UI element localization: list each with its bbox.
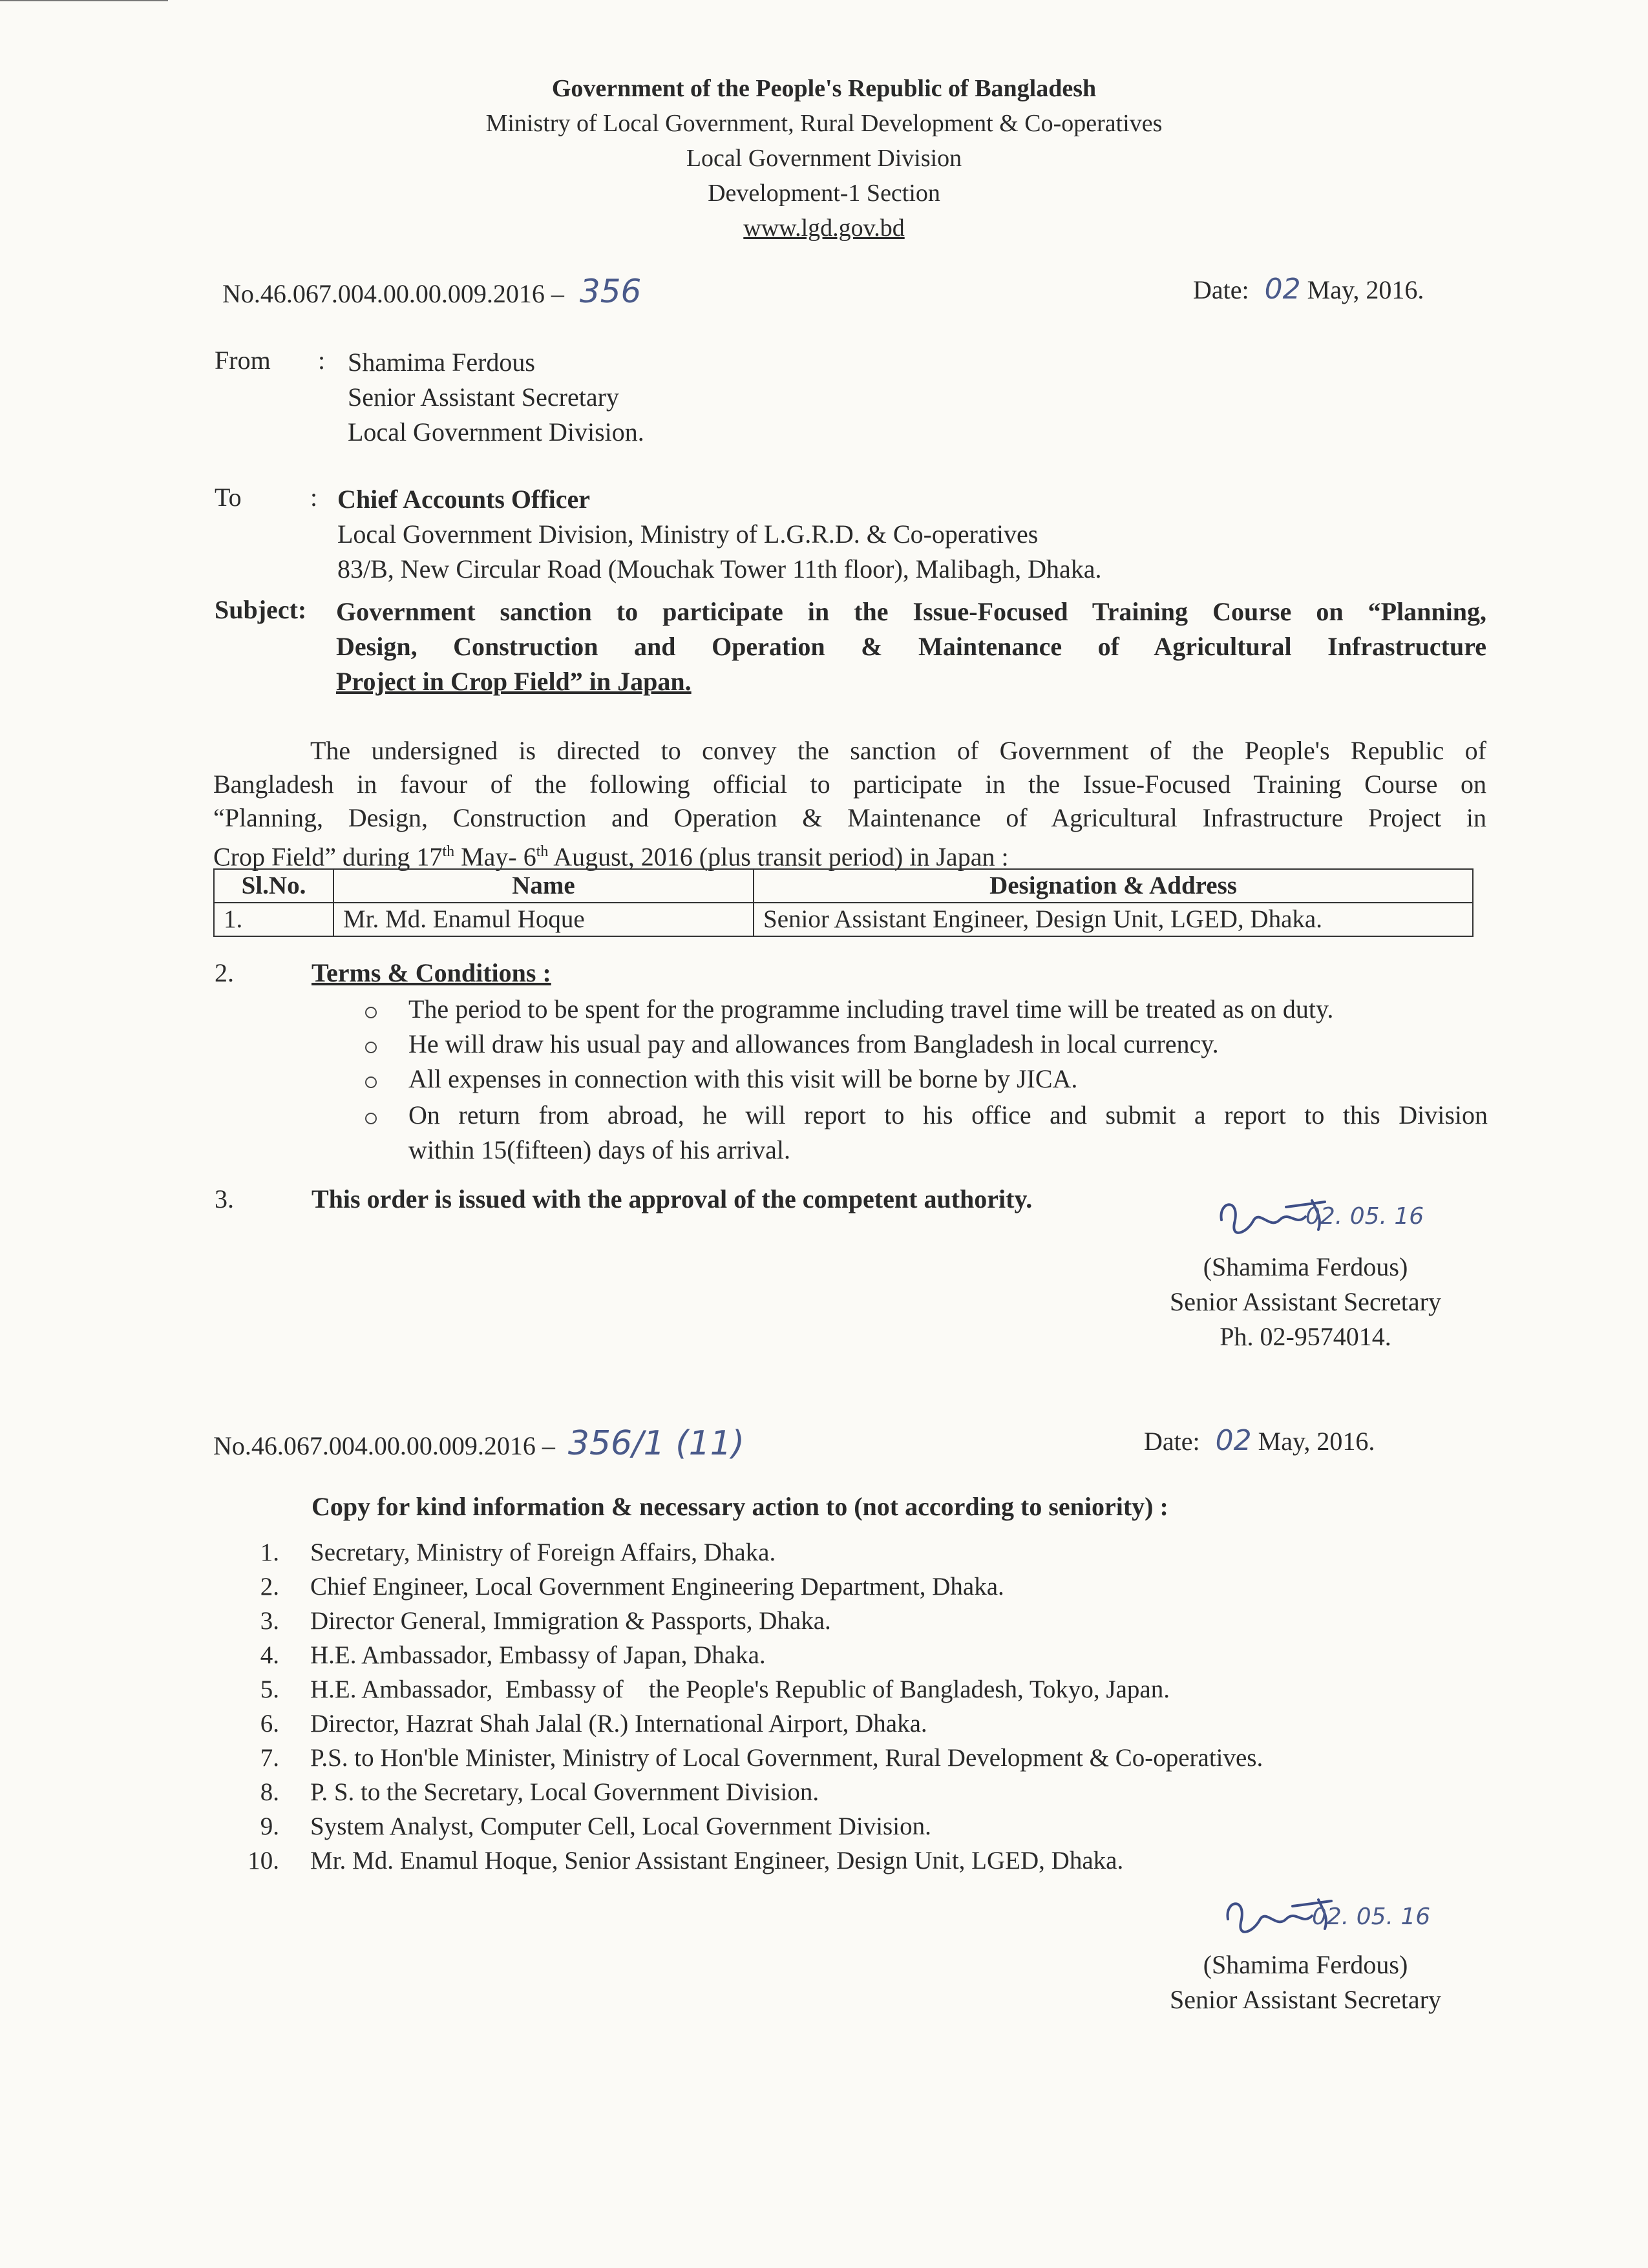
copy-item-number: 4. [260,1641,279,1669]
subject-line2: Design, Construction and Operation & Maintenance of Agricultural Infrastructure [336,632,1486,661]
table-header-row [214,869,1473,903]
from-block [348,345,644,450]
copy-item-number: 3. [260,1607,279,1635]
copy-item-number: 8. [260,1778,279,1806]
scan-top-edge [0,0,168,1]
copy-item-number: 10. [248,1847,279,1874]
body-line1: The undersigned is directed to convey the sanction of Government of the People's Republic of [310,736,1486,765]
bullet-icon [365,1076,377,1088]
copy-item-number: 5. [260,1675,279,1703]
memo-date-handwritten: 02 [1264,273,1301,306]
table-cell-slno: 1. [214,903,333,936]
list-item: P.S. to Hon'ble Minister, Ministry of Local Government, Rural Development & Co-operatives. [310,1744,1263,1772]
copy-item-number: 1. [260,1538,279,1566]
letterhead-website-link[interactable]: www.lgd.gov.bd [743,215,905,242]
subject-label: Subject: [215,595,307,624]
table-header-name: Name [333,869,754,903]
signature-1-block [1099,1250,1512,1354]
from-name: Shamima Ferdous [348,348,535,377]
table-cell-name: Mr. Md. Enamul Hoque [333,903,754,936]
from-office: Local Government Division. [348,417,644,446]
terms-heading: Terms & Conditions : [312,958,551,987]
table-cell-designation: Senior Assistant Engineer, Design Unit, LGED, Dhaka. [754,903,1473,936]
letterhead-government: Government of the People's Republic of Bangladesh [551,75,1097,102]
letterhead-section: Development-1 Section [708,180,940,207]
from-designation: Senior Assistant Secretary [348,383,619,412]
from-colon: : [318,346,326,375]
copy-item-number: 7. [260,1744,279,1772]
memo2-date-rest: May, 2016. [1258,1427,1375,1456]
memo2-number-handwritten: 356/1 (11) [567,1424,745,1463]
to-line3: 83/B, New Circular Road (Mouchak Tower 11th floor), Malibagh, Dhaka. [337,554,1102,583]
list-item: System Analyst, Computer Cell, Local Government Division. [310,1812,931,1840]
list-item: P. S. to the Secretary, Local Government Division. [310,1778,819,1806]
list-item: H.E. Ambassador, Embassy of the People's Republic of Bangladesh, Tokyo, Japan. [310,1675,1170,1703]
bullet-icon [365,1007,377,1018]
copy-item-number: 6. [260,1710,279,1738]
memo2-number-printed: No.46.067.004.00.00.009.2016 – [213,1431,555,1460]
letterhead-ministry: Ministry of Local Government, Rural Development & Co-operatives [485,110,1163,137]
terms-item-2: He will draw his usual pay and allowances from Bangladesh in local currency. [408,1029,1219,1058]
memo-date-rest: May, 2016. [1307,275,1424,304]
memo2-date-handwritten: 02 [1215,1424,1252,1457]
list-item: Director General, Immigration & Passports, Dhaka. [310,1607,831,1635]
memo-date [1193,273,1424,306]
to-title: Chief Accounts Officer [337,485,591,514]
list-item: H.E. Ambassador, Embassy of Japan, Dhaka. [310,1641,766,1669]
list-item: Mr. Md. Enamul Hoque, Senior Assistant Engineer, Design Unit, LGED, Dhaka. [310,1847,1124,1874]
approval-number: 3. [215,1184,234,1213]
to-block [337,482,1101,587]
terms-item-4: On return from abroad, he will report to his office and submit a report to this Division [408,1100,1488,1129]
to-label: To [215,483,242,512]
approval-text: This order is issued with the approval of the competent authority. [312,1184,1033,1213]
signature-2-date: 02. 05. 16 [1312,1904,1431,1930]
body-line4-c: August, 2016 (plus transit period) in Japan : [548,842,1009,872]
list-item: Director, Hazrat Shah Jalal (R.) International Airport, Dhaka. [310,1710,927,1738]
letterhead-division: Local Government Division [686,145,962,172]
list-item: Secretary, Ministry of Foreign Affairs, Dhaka. [310,1538,776,1566]
copy-heading: Copy for kind information & necessary action to (not according to seniority) : [312,1492,1168,1521]
memo2-number [213,1424,745,1463]
subject-line1: Government sanction to participate in the Issue-Focused Training Course on “Planning, [336,597,1486,626]
terms-item-1: The period to be spent for the programme including travel time will be treated as on duty. [408,994,1334,1024]
bullet-icon [365,1042,377,1053]
bullet-icon [365,1113,377,1124]
letterhead [0,71,1648,246]
signature-2-designation: Senior Assistant Secretary [1170,1985,1441,2014]
terms-item-4-cont: within 15(fifteen) days of his arrival. [408,1135,790,1164]
signature-2-name: (Shamima Ferdous) [1203,1950,1408,1979]
body-line3: “Planning, Design, Construction and Operation & Maintenance of Agricultural Infrastructure Project in [213,803,1486,832]
body-paragraph [213,734,1486,874]
memo-number [222,273,641,310]
signature-2-block [1099,1948,1512,2017]
body-line4-b: May- 6 [454,842,536,872]
from-label: From [215,346,271,375]
memo-number-handwritten: 356 [579,273,642,310]
memo-number-printed: No.46.067.004.00.00.009.2016 – [222,279,564,308]
terms-number: 2. [215,958,234,987]
copy-item-number: 9. [260,1812,279,1840]
to-colon: : [310,483,318,512]
signature-1-phone: Ph. 02-9574014. [1220,1322,1391,1351]
subject-text [336,594,1486,699]
table-header-slno: Sl.No. [214,869,333,903]
terms-item-3: All expenses in connection with this visit will be borne by JICA. [408,1064,1078,1093]
body-line2: Bangladesh in favour of the following official to participate in the Issue-Focused Training Course on [213,770,1486,799]
list-item: Chief Engineer, Local Government Engineering Department, Dhaka. [310,1573,1004,1601]
signature-1-date: 02. 05. 16 [1305,1203,1424,1230]
body-line4-a: Crop Field” during 17 [213,842,443,872]
memo-date-label: Date: [1193,275,1249,304]
signature-1-designation: Senior Assistant Secretary [1170,1287,1441,1316]
copy-item-number: 2. [260,1573,279,1601]
to-line2: Local Government Division, Ministry of L.G.R.D. & Co-operatives [337,520,1039,549]
table-header-designation: Designation & Address [754,869,1473,903]
signature-1-name: (Shamima Ferdous) [1203,1252,1408,1281]
memo2-date-label: Date: [1144,1427,1200,1456]
subject-line3: Project in Crop Field” in Japan. [336,667,692,696]
table-row [214,903,1473,936]
memo2-date [1144,1424,1375,1457]
body-line4-sup1: th [442,843,455,860]
body-line4-sup2: th [536,843,549,860]
official-table [213,868,1474,937]
